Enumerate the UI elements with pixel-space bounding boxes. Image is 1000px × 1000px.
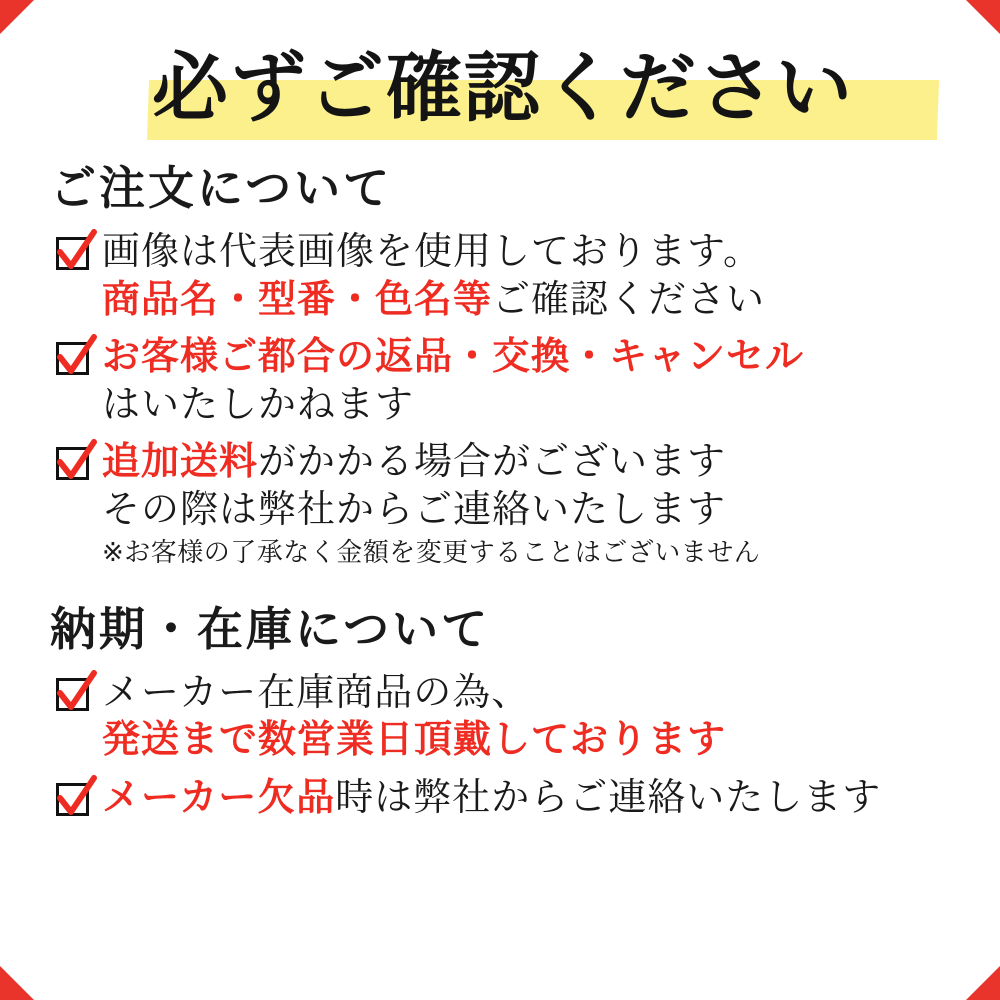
list-item [44, 774, 956, 822]
list-item-line [102, 438, 956, 486]
list-item-line: お客様ご都合の返品・交換・キャンセル [102, 334, 805, 378]
list-item-body [102, 774, 956, 822]
plain-text: がかかる場合がございます [258, 439, 727, 483]
emphasis-text: 追加送料 [102, 439, 259, 483]
list-item [44, 669, 956, 764]
list-item-line [102, 276, 956, 324]
corner-decoration-top-left [0, 0, 34, 34]
checkbox-checked-icon [54, 444, 94, 484]
list-item [44, 438, 956, 571]
list-item-body [102, 438, 956, 571]
list-item-line: はいたしかねます [102, 381, 415, 426]
plain-text: 時は弊社からご連絡いたします [335, 774, 882, 819]
list-item-line [102, 774, 956, 822]
section-heading-orders: ご注文について [50, 161, 393, 215]
list-item [44, 333, 956, 428]
page-title: 必ずご確認ください [152, 43, 854, 132]
list-item-note: ※お客様の了承なく金額を変更することはございません [102, 538, 761, 568]
checkbox-checked-icon [54, 675, 94, 715]
plain-text: ご確認ください [492, 276, 766, 321]
emphasis-text: メーカー欠品 [102, 774, 336, 819]
emphasis-text: 商品名・型番・色名等 [102, 276, 493, 321]
checkbox-checked-icon [54, 234, 94, 274]
corner-decoration-bottom-left [0, 966, 34, 1000]
section-heading-delivery: 納期・在庫について [50, 601, 491, 656]
list-item [44, 228, 956, 323]
list-item-line: その際は弊社からご連絡いたします [102, 486, 727, 531]
checkbox-checked-icon [54, 780, 94, 820]
list-item-line: メーカー在庫商品の為、 [102, 669, 531, 714]
page-title-block [44, 38, 956, 146]
corner-decoration-top-right [966, 0, 1000, 34]
list-item-line: 画像は代表画像を使用しております。 [102, 229, 762, 273]
list-item-body [102, 228, 956, 323]
corner-decoration-bottom-right [966, 966, 1000, 1000]
list-item-line: 発送まで数営業日頂戴しております [102, 717, 727, 762]
list-item-body [102, 333, 956, 428]
list-item-body [102, 669, 956, 764]
checkbox-checked-icon [54, 339, 94, 379]
